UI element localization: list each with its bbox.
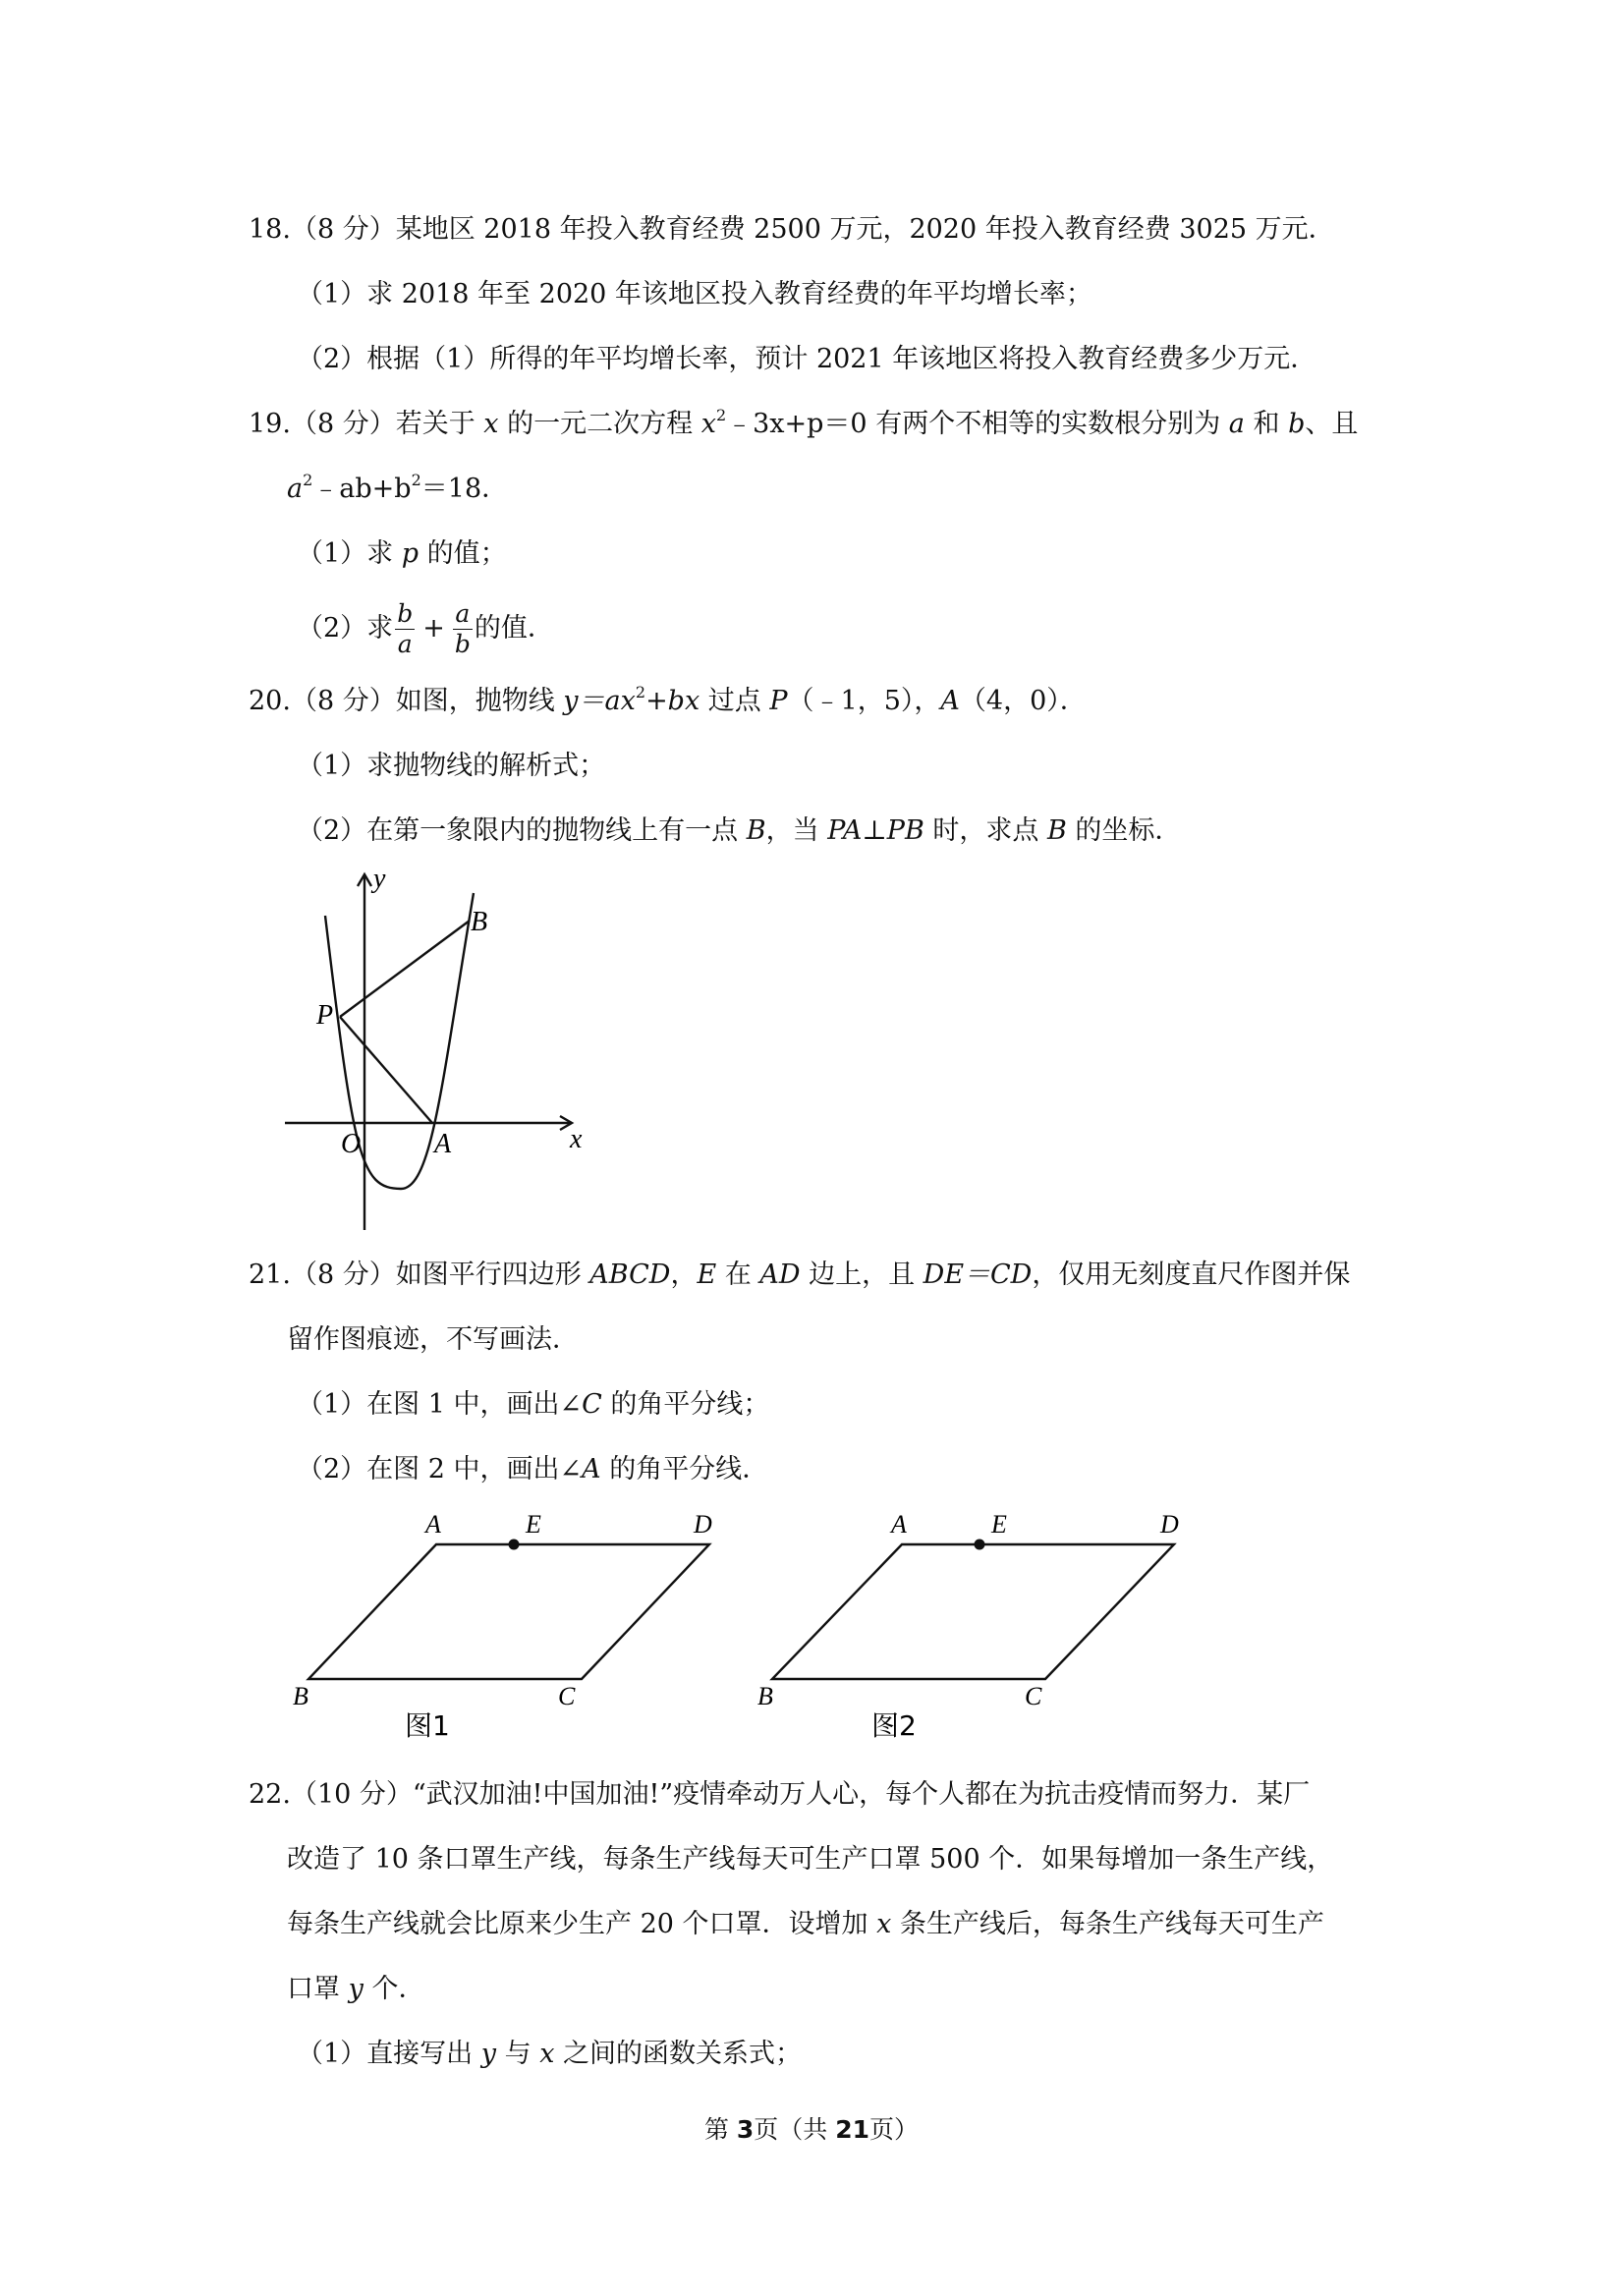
q19-stem-text: 、且 [1305, 409, 1359, 439]
condition-mid: ﹣ab+b [312, 474, 412, 504]
q22-line3 [287, 1905, 1324, 1944]
q20-stem-text: 过点 [700, 686, 770, 716]
point-e-dot-fig1 [509, 1540, 520, 1550]
q19-condition [287, 470, 508, 509]
origin-label: O [341, 1129, 362, 1159]
side-ad: AD [759, 1260, 801, 1290]
q21-part2 [297, 1450, 768, 1489]
fig1-caption: 图1 [405, 1709, 450, 1742]
q22-part1-text: 与 [496, 2039, 540, 2069]
var-y: y [480, 2039, 497, 2069]
fig2-label-d: D [1160, 1510, 1179, 1539]
q21-stem-continued: 留作图痕迹，不写画法． [287, 1324, 579, 1355]
q21-part2-text: 的角平分线． [600, 1454, 769, 1484]
q19-stem-text: 有两个不相等的实数根分别为 [867, 409, 1229, 439]
footer-text: 页（共 [754, 2115, 836, 2144]
q19-part1-text: （1）求 [297, 538, 402, 569]
var-x: x [483, 409, 499, 439]
total-pages: 21 [835, 2115, 870, 2144]
q20-stem-text: 20.（8 分）如图，抛物线 [249, 686, 564, 716]
q19-part1 [297, 534, 507, 574]
equation-rest: ﹣3x+p＝0 [726, 409, 867, 439]
q19-part2-text: 的值． [474, 613, 554, 644]
denominator: a [397, 630, 413, 658]
var-a: a [1228, 409, 1245, 439]
var-b: b [1288, 409, 1306, 439]
q22-line2: 改造了 10 条口罩生产线，每条生产线每天可生产口罩 500 个．如果每增加一条生产线， [287, 1844, 1334, 1875]
parallelogram-fig1 [308, 1544, 709, 1679]
fraction-b-over-a [395, 599, 415, 659]
var-y: y [348, 1974, 364, 2004]
page-footer [0, 2110, 1623, 2146]
condition-end: ＝18． [420, 474, 509, 504]
q21-stem-text: 边上，且 [800, 1260, 923, 1290]
q19-stem-text: 的一元二次方程 [498, 409, 701, 439]
q22-line3-text: 条生产线后，每条生产线每天可生产 [891, 1909, 1324, 1939]
fig1-label-b: B [293, 1682, 308, 1710]
numerator: a [453, 599, 473, 630]
point-a-coordinates: （4，0）． [959, 686, 1087, 716]
point-a-label: A [434, 1129, 452, 1159]
q20-part2-text: 的坐标． [1066, 815, 1182, 846]
q22-line1: 22.（10 分）“武汉加油!中国加油!”疫情牵动万人心，每个人都在为抗击疫情而努力．某厂 [249, 1779, 1311, 1810]
function-expression: +bx [645, 686, 700, 716]
fig1-label-e: E [526, 1510, 541, 1539]
q19-stem-text: 19.（8 分）若关于 [249, 409, 484, 439]
q19-part2-text: （2）求 [297, 613, 394, 644]
q20-part1: （1）求抛物线的解析式； [297, 751, 606, 781]
q18-stem: 18.（8 分）某地区 2018 年投入教育经费 2500 万元，2020 年投入教育经费 3025 万元． [249, 214, 1335, 245]
point-e-dot-fig2 [975, 1540, 985, 1550]
q21-part2-text: （2）在图 2 中，画出∠ [297, 1454, 583, 1484]
perpendicular-condition: PA⊥PB [827, 815, 924, 846]
q22-line4 [287, 1970, 424, 2009]
fig1-label-a: A [425, 1510, 441, 1539]
point-a: A [940, 686, 960, 716]
function-expression: y＝ax [563, 686, 636, 716]
footer-text: 第 [703, 2115, 737, 2144]
q21-stem-text: 21.（8 分）如图平行四边形 [249, 1260, 590, 1290]
var-x: x [539, 2039, 555, 2069]
q22-line4-text: 口罩 [287, 1974, 349, 2004]
q20-part2 [297, 812, 1181, 851]
fig2-label-e: E [991, 1510, 1007, 1539]
parallelogram-figures [275, 1503, 1258, 1768]
q22-part1-text: 之间的函数关系式； [554, 2039, 803, 2069]
var-x: x [876, 1909, 892, 1939]
point-b: B [746, 815, 766, 846]
numerator: b [397, 599, 414, 628]
y-axis-label: y [373, 865, 386, 894]
parabola-figure [275, 865, 589, 1238]
fig2-caption: 图2 [871, 1709, 917, 1742]
exponent: 2 [411, 471, 421, 489]
q22-part1-text: （1）直接写出 [297, 2039, 481, 2069]
segment-pa [340, 1017, 432, 1123]
q21-stem [249, 1256, 1350, 1295]
fig2-label-b: B [757, 1682, 773, 1710]
fig2-label-c: C [1025, 1682, 1042, 1710]
var-x: x [700, 409, 716, 439]
q20-part2-text: ，当 [765, 815, 828, 846]
q22-part1 [297, 2035, 802, 2074]
q20-stem [249, 682, 1087, 721]
point-p: P [769, 686, 788, 716]
var-p: p [401, 538, 420, 569]
fig1-label-d: D [694, 1510, 712, 1539]
q18-part1: （1）求 2018 年至 2020 年该地区投入教育经费的年平均增长率； [297, 279, 1092, 309]
fig2-label-a: A [891, 1510, 907, 1539]
q19-part2 [297, 597, 554, 660]
q21-part1-text: （1）在图 1 中，画出∠ [297, 1389, 583, 1420]
parallelogram-name: ABCD [589, 1260, 671, 1290]
equal-condition: DE＝CD [923, 1260, 1033, 1290]
q21-stem-text: ， [670, 1260, 698, 1290]
footer-text: 页） [869, 2115, 920, 2144]
angle-a: A [582, 1454, 601, 1484]
exponent: 2 [303, 471, 313, 489]
q20-part2-text: （2）在第一象限内的抛物线上有一点 [297, 815, 747, 846]
denominator: b [454, 630, 471, 658]
q19-part1-text: 的值； [419, 538, 507, 569]
exponent: 2 [635, 683, 646, 701]
q21-stem-text: ，仅用无刻度直尺作图并保 [1032, 1260, 1351, 1290]
q18-part2: （2）根据（1）所得的年平均增长率，预计 2021 年该地区将投入教育经费多少万元． [297, 344, 1317, 374]
point-p-coordinates: （﹣1，5）， [787, 686, 941, 716]
exponent: 2 [715, 406, 727, 424]
point-e: E [697, 1260, 717, 1290]
point-b-label: B [471, 907, 488, 937]
q22-line4-text: 个． [363, 1974, 425, 2004]
plus-sign: + [422, 613, 445, 644]
x-axis-label: x [570, 1124, 583, 1154]
parallelogram-fig2 [772, 1544, 1174, 1679]
segment-pb [340, 921, 470, 1017]
point-p-label: P [316, 1000, 334, 1031]
angle-c: C [582, 1389, 602, 1420]
q22-line3-text: 每条生产线就会比原来少生产 20 个口罩．设增加 [287, 1909, 877, 1939]
q19-stem [249, 405, 1358, 444]
page-number: 3 [736, 2115, 755, 2144]
fraction-a-over-b [453, 599, 473, 659]
q21-part1 [297, 1385, 769, 1425]
q21-stem-text: 在 [716, 1260, 760, 1290]
fig1-label-c: C [558, 1682, 576, 1710]
var-a: a [287, 474, 304, 504]
q19-stem-text: 和 [1244, 409, 1289, 439]
q21-part1-text: 的角平分线； [601, 1389, 770, 1420]
q20-part2-text: 时，求点 [923, 815, 1047, 846]
point-b: B [1046, 815, 1067, 846]
